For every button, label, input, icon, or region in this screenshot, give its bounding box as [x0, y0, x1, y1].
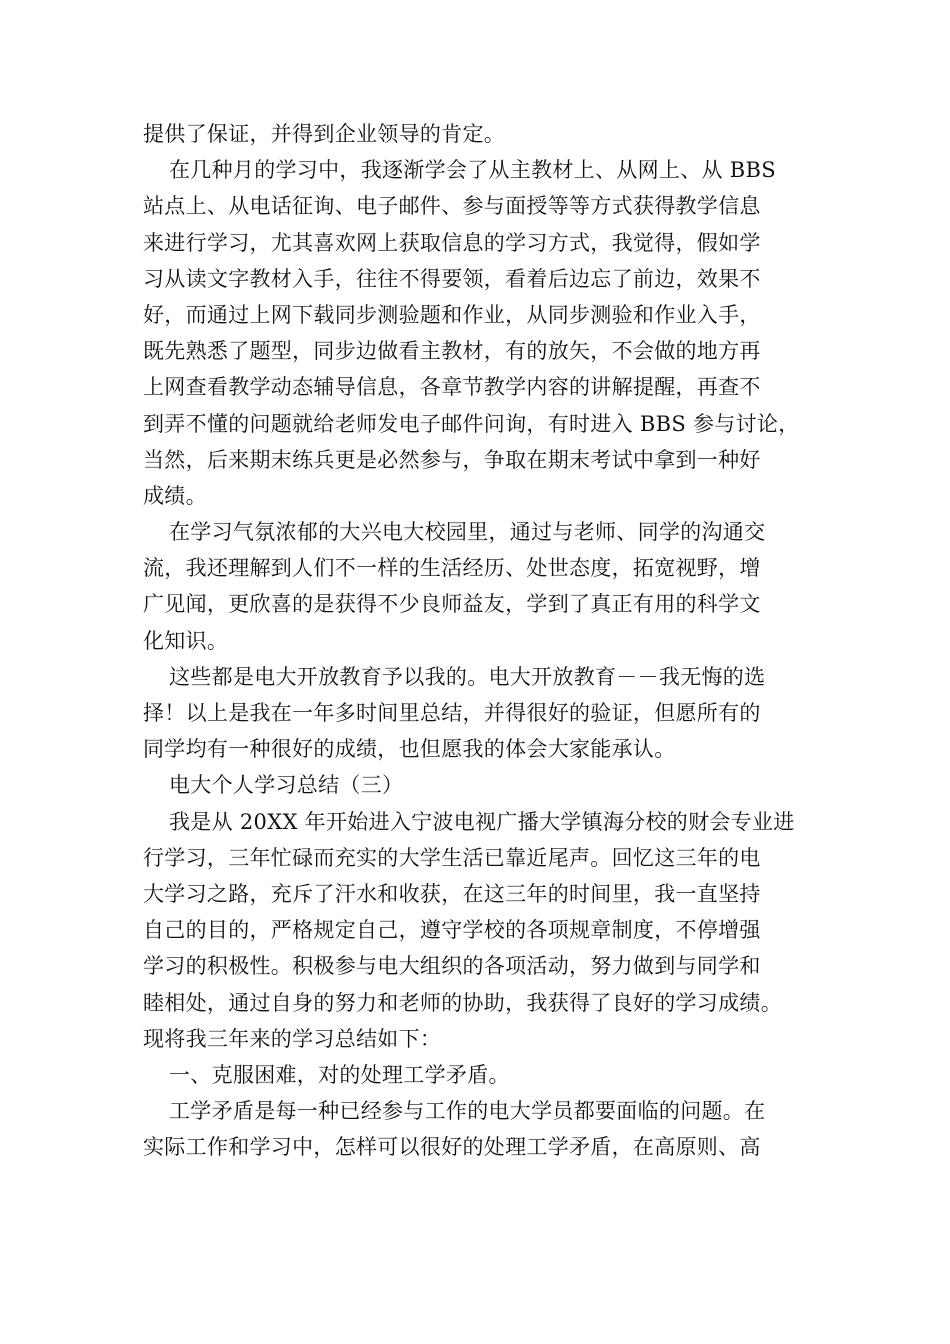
text-line: 好，而通过上网下载同步测验题和作业，从同步测验和作业入手，: [143, 302, 761, 327]
text-line: 睦相处，通过自身的努力和老师的协助，我获得了良好的学习成绩。: [143, 990, 782, 1015]
text-line: 一、克服困难，对的处理工学矛盾。: [169, 1062, 510, 1087]
text-line: 既先熟悉了题型，同步边做看主教材，有的放矢，不会做的地方再: [143, 339, 761, 364]
text-line: 同学均有一种很好的成绩，也但愿我的体会大家能承认。: [143, 737, 676, 762]
text-line: 成绩。: [143, 483, 207, 508]
text-line: 上网查看教学动态辅导信息，各章节教学内容的讲解提醒，再查不: [143, 375, 761, 400]
text-line: 习从读文字教材入手，往往不得要领，看着后边忘了前边，效果不: [143, 266, 761, 291]
text-line: 提供了保证，并得到企业领导的肯定。: [143, 122, 506, 146]
text-line: 化知识。: [143, 628, 229, 653]
text-line: 我是从 20XX 年开始进入宁波电视广播大学镇海分校的财会专业进: [169, 809, 795, 834]
text-line: 广见闻，更欣喜的是获得不少良师益友，学到了真正有用的科学文: [143, 592, 761, 617]
text-line: 在几种月的学习中，我逐渐学会了从主教材上、从网上、从 BBS: [169, 158, 776, 183]
body-text: [143, 116, 843, 1165]
text-line: 来进行学习，尤其喜欢网上获取信息的学习方式，我觉得，假如学: [143, 230, 761, 255]
text-line: 大学习之路，充斥了汗水和收获，在这三年的时间里，我一直坚持: [143, 881, 761, 906]
text-line: 学习的积极性。积极参与电大组织的各项活动，努力做到与同学和: [143, 954, 761, 979]
text-line: 工学矛盾是每一种已经参与工作的电大学员都要面临的问题。在: [169, 1099, 766, 1124]
text-line: 电大个人学习总结（三）: [169, 773, 404, 798]
text-line: 流，我还理解到人们不一样的生活经历、处世态度，拓宽视野，增: [143, 556, 761, 581]
text-line: 行学习，三年忙碌而充实的大学生活已靠近尾声。回忆这三年的电: [143, 845, 761, 870]
text-line: 当然，后来期末练兵更是必然参与，争取在期末考试中拿到一种好: [143, 447, 761, 472]
text-line: 实际工作和学习中，怎样可以很好的处理工学矛盾，在高原则、高: [143, 1135, 761, 1160]
text-line: 到弄不懂的问题就给老师发电子邮件问询，有时进入 BBS 参与讨论，: [143, 411, 800, 436]
text-line: 自己的目的，严格规定自己，遵守学校的各项规章制度，不停增强: [143, 918, 761, 943]
text-line: 现将我三年来的学习总结如下：: [143, 1026, 442, 1051]
text-line: 择！以上是我在一年多时间里总结，并得很好的验证，但愿所有的: [143, 701, 761, 725]
text-line: 在学习气氛浓郁的大兴电大校园里，通过与老师、同学的沟通交: [169, 520, 766, 545]
text-line: 这些都是电大开放教育予以我的。电大开放教育－－我无悔的选: [169, 664, 766, 689]
text-line: 站点上、从电话征询、电子邮件、参与面授等等方式获得教学信息: [143, 194, 761, 219]
